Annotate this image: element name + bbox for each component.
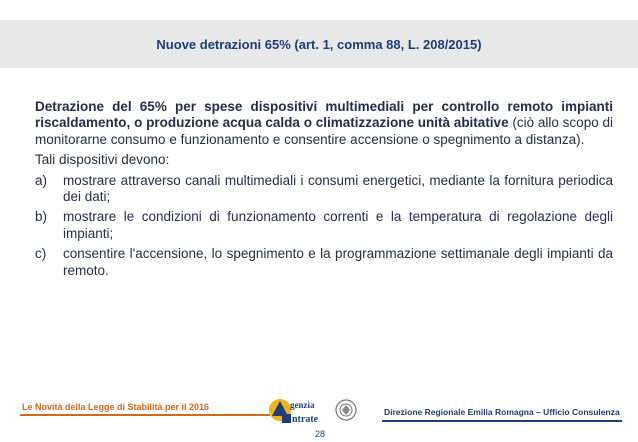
lead-paragraph [35,99,613,148]
list-item-text: consentire l'accensione, lo spegnimento e la programmazione settimanale degli impianti da remoto. [63,246,613,278]
title-bar [0,20,638,68]
list-item [35,209,613,242]
list-item-text: mostrare le condizioni di funzionamento correnti e la temperatura di regolazione degli impianti; [63,209,613,241]
list-marker: c) [35,246,47,262]
slide-title: Nuove detrazioni 65% (art. 1, comma 88, L. 208/2015) [156,36,482,52]
lead-rest-text: (ciò allo scopo di monitorarne consumo e funzionamento e consentire accensione o spegnimento a distanza). [35,115,613,147]
list-item-text: mostrare attraverso canali multimediali i consumi energetici, mediante la fornitura periodica dei dati; [63,172,613,205]
intro-text: Tali dispositivi devono: [35,152,170,168]
list-item [35,173,613,206]
page-number: 28 [314,429,325,439]
agenzia-entrate-logo-icon [266,396,362,430]
lead-bold-text: Detrazione del 65% per spese dispositivi multimediali per controllo remoto impianti riscaldamento, o produzione acqua calda o climatizzazione unità abitative [35,99,613,131]
slide-content [35,99,613,283]
footer-right-text: Direzione Regionale Emilia Romagna – Ufficio Consulenza [384,407,620,417]
logo-text-top: genzia [290,400,315,410]
footer-divider-right [382,420,622,422]
list-marker: b) [35,209,48,225]
footer-divider-left [20,414,270,416]
footer-left-text: Le Novità della Legge di Stabilità per il 2016 [22,402,210,412]
list-marker: a) [35,172,48,188]
list-item [35,246,613,279]
logo-text-bottom: ntrate [292,414,319,425]
